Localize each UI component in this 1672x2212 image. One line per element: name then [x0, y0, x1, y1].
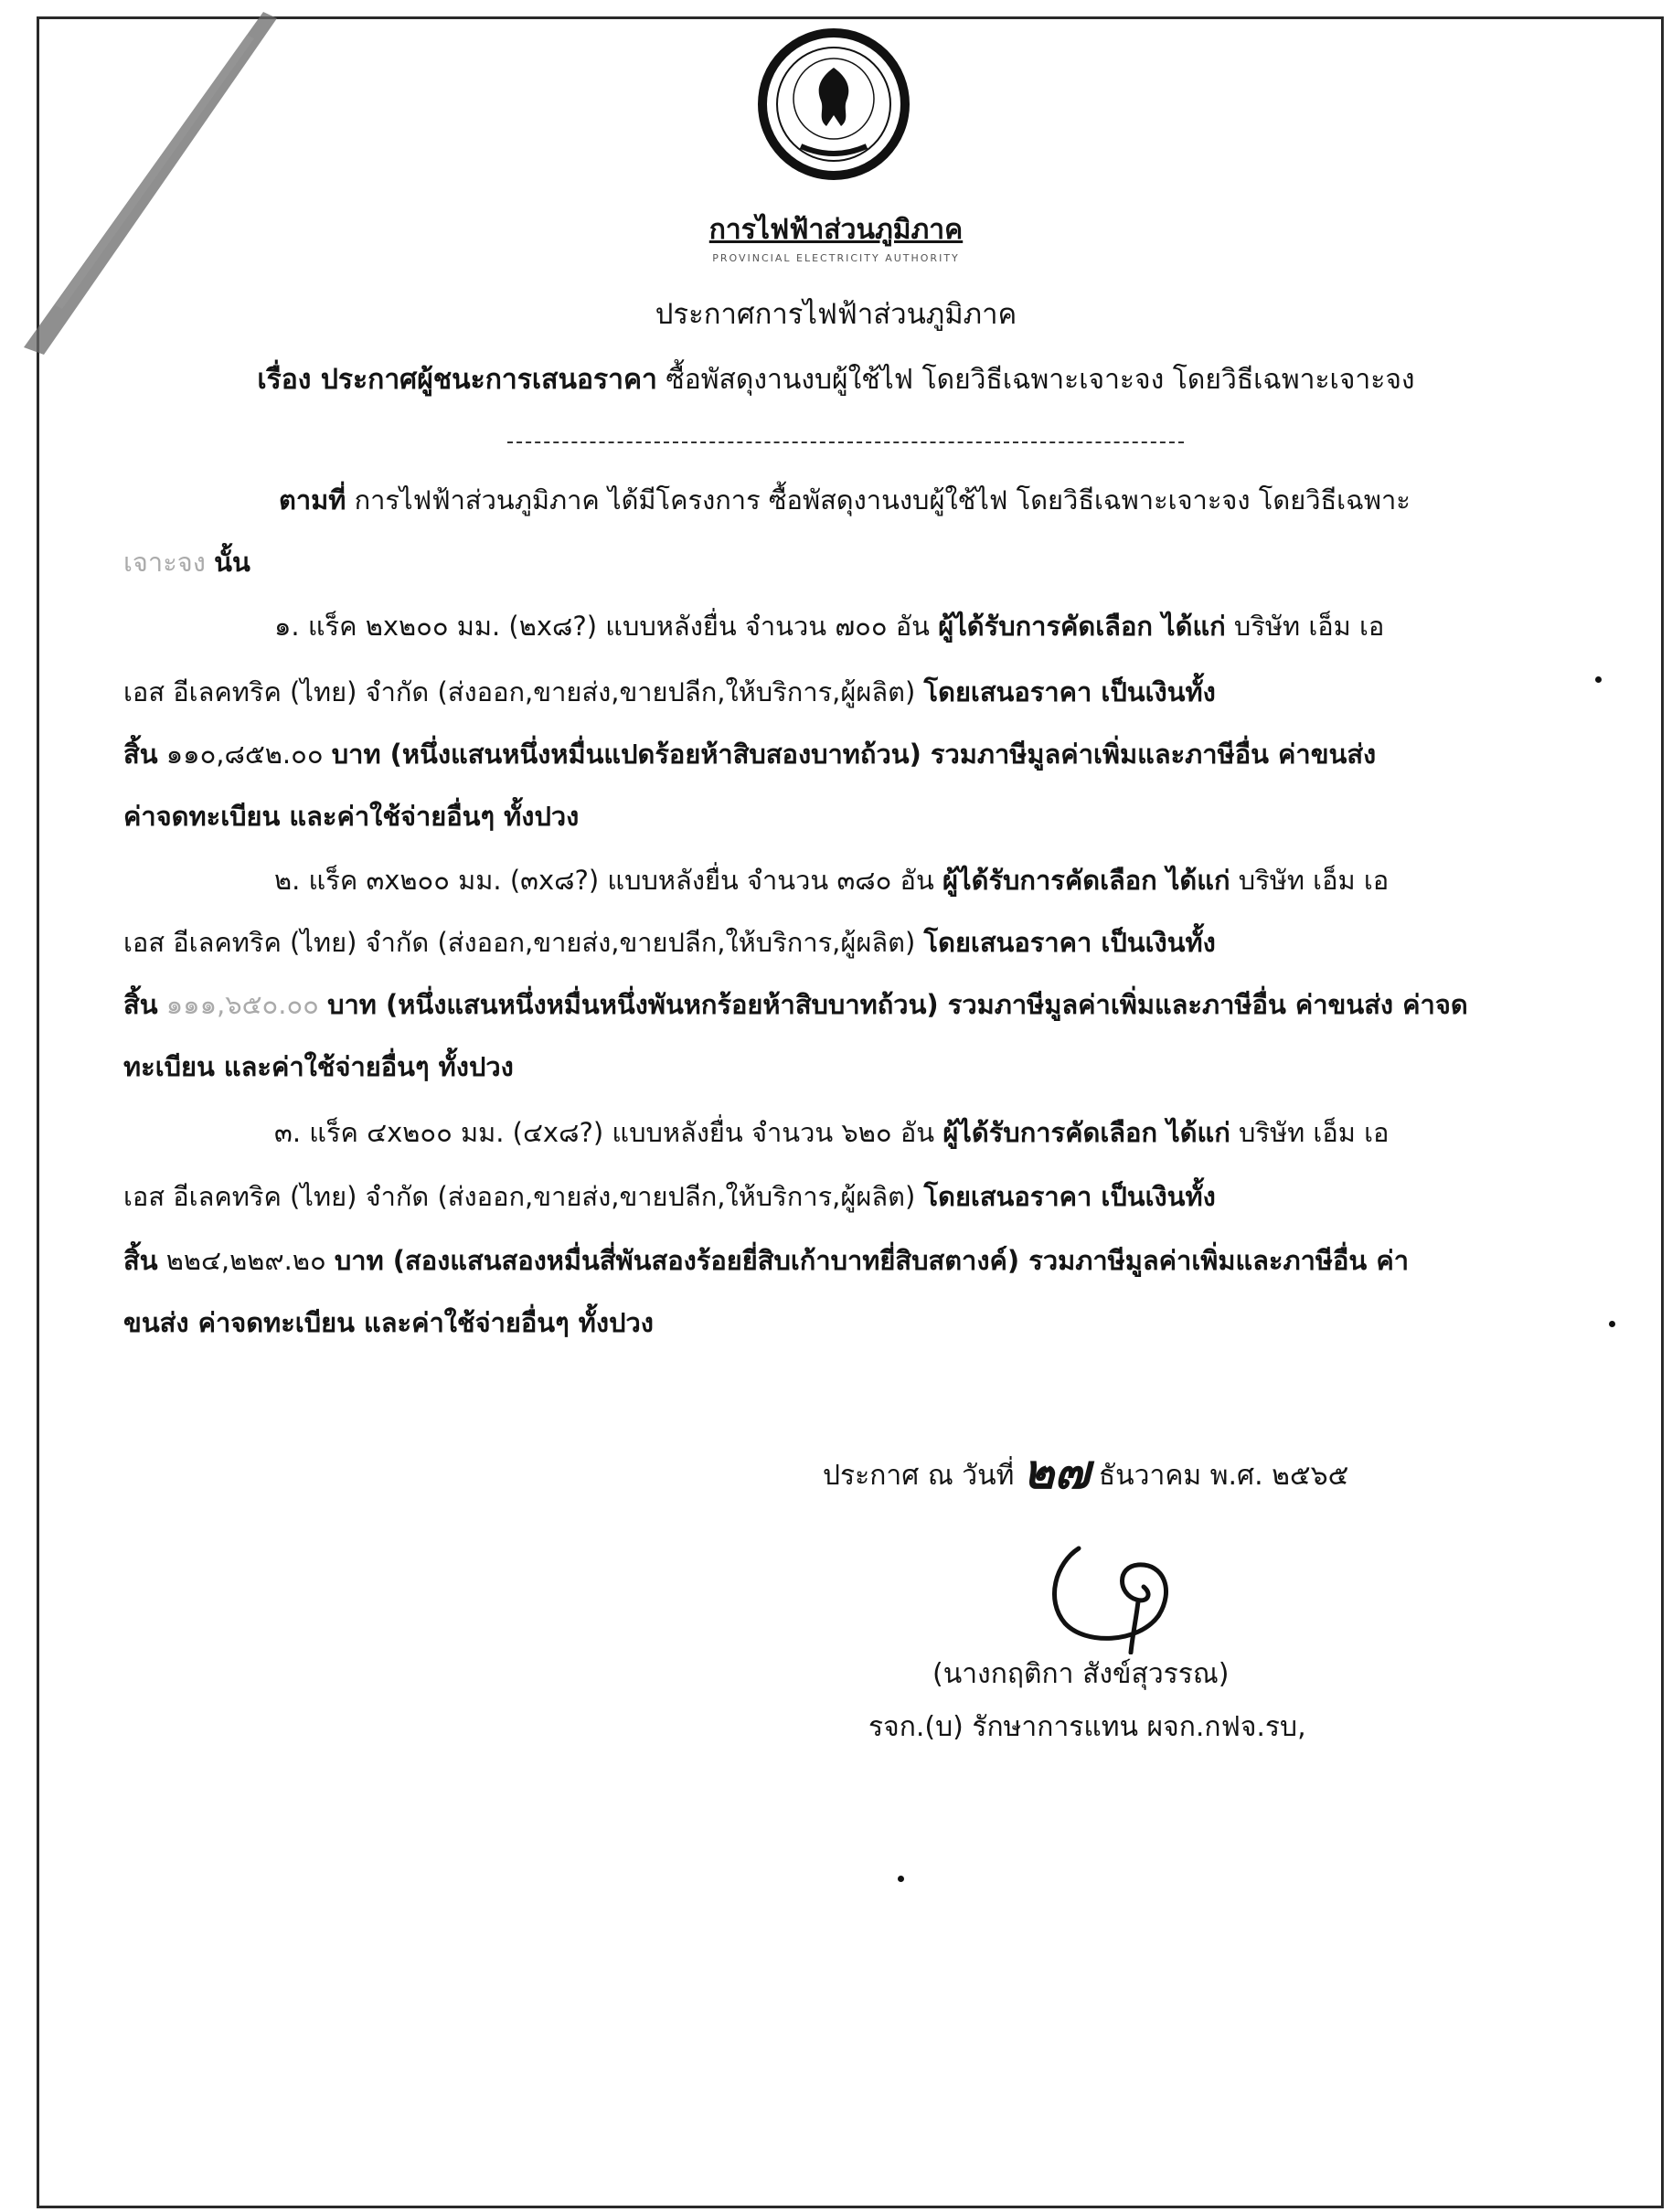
subject-text: ซื้อพัสดุงานงบผู้ใช้ไฟ โดยวิธีเฉพาะเจาะจง โดยวิธีเฉพาะเจาะจง: [666, 364, 1415, 396]
organization-name: การไฟฟ้าส่วนภูมิภาค: [708, 214, 964, 246]
item-1-company-detail: เอส อีเลคทริค (ไทย) จำกัด (ส่งออก,ขายส่ง,ขายปลีก,ให้บริการ,ผู้ผลิต): [123, 676, 916, 707]
announcement-date: [823, 1433, 1348, 1509]
organization-name-english: PROVINCIAL ELECTRICITY AUTHORITY: [712, 252, 960, 264]
item-2-total-label: สิ้น: [123, 989, 158, 1020]
item-3-company: บริษัท เอ็ม เอ: [1239, 1117, 1390, 1148]
item-2-description: ๒. แร็ค ๓x๒๐๐ มม. (๓x๘?) แบบหลังยื่น จำนวน ๓๘๐ อัน: [274, 865, 934, 896]
intro-text: การไฟฟ้าส่วนภูมิภาค ได้มีโครงการ ซื้อพัสดุงานงบผู้ใช้ไฟ โดยวิธีเฉพาะเจาะจง โดยวิธีเฉพาะ: [354, 484, 1411, 516]
item-1-amount: ๑๑๐,๘๕๒.๐๐: [165, 739, 324, 770]
item-2-offer-label: โดยเสนอราคา เป็นเงินทั้ง: [923, 927, 1216, 958]
item-2-amount: ๑๑๑,๖๕๐.๐๐: [165, 989, 319, 1020]
item-2-line-3: [123, 989, 1468, 1021]
announcement-subject: [0, 358, 1672, 401]
announcement-heading: ประกาศการไฟฟ้าส่วนภูมิภาค: [655, 298, 1017, 331]
signer-name: (นางกฤติกา สังข์สุวรรณ): [932, 1658, 1230, 1690]
item-3-line-2: [123, 1181, 1216, 1213]
item-3-line-4: ขนส่ง ค่าจดทะเบียน และค่าใช้จ่ายอื่นๆ ทั้งปวง: [123, 1307, 654, 1338]
item-2-line-2: [123, 927, 1216, 959]
intro-text-faint: เจาะจง: [123, 547, 206, 578]
item-3-amount: ๒๒๔,๒๒๙.๒๐: [165, 1245, 326, 1276]
item-1-total-label: สิ้น: [123, 739, 158, 770]
item-2-winner-label: ผู้ได้รับการคัดเลือก ได้แก่: [942, 865, 1230, 896]
subject-label: เรื่อง ประกาศผู้ชนะการเสนอราคา: [257, 364, 657, 396]
intro-line-2: [123, 547, 250, 579]
item-1-amount-text: บาท (หนึ่งแสนหนึ่งหมื่นแปดร้อยห้าสิบสองบาทถ้วน) รวมภาษีมูลค่าเพิ่มและภาษีอื่น ค่าขนส่ง: [331, 739, 1377, 770]
item-1-line-2: [123, 676, 1216, 708]
signer-role: รจก.(บ) รักษาการแทน ผจก.กฟจ.รบ,: [868, 1711, 1306, 1743]
item-2-amount-text: บาท (หนึ่งแสนหนึ่งหมื่นหนึ่งพันหกร้อยห้าสิบบาทถ้วน) รวมภาษีมูลค่าเพิ่มและภาษีอื่น ค่าขนส่ง ค่าจด: [327, 989, 1468, 1020]
separator-rule: [507, 441, 1184, 443]
date-prefix: ประกาศ ณ วันที่: [823, 1460, 1015, 1492]
item-1-offer-label: โดยเสนอราคา เป็นเงินทั้ง: [923, 676, 1216, 707]
intro-end: นั้น: [214, 547, 250, 578]
item-1-line-1: [274, 611, 1384, 643]
item-3-line-1: [274, 1117, 1389, 1149]
item-3-description: ๓. แร็ค ๔x๒๐๐ มม. (๔x๘?) แบบหลังยื่น จำนวน ๖๒๐ อัน: [274, 1117, 935, 1148]
scan-speck: [898, 1876, 904, 1882]
date-day-handwritten: ๒๗: [1022, 1444, 1091, 1500]
item-3-winner-label: ผู้ได้รับการคัดเลือก ได้แก่: [942, 1117, 1230, 1148]
item-1-description: ๑. แร็ค ๒x๒๐๐ มม. (๒x๘?) แบบหลังยื่น จำนวน ๗๐๐ อัน: [274, 611, 930, 642]
intro-line-1: [279, 484, 1411, 516]
pea-seal-logo: [757, 27, 911, 181]
item-2-line-4: ทะเบียน และค่าใช้จ่ายอื่นๆ ทั้งปวง: [123, 1051, 514, 1082]
item-3-company-detail: เอส อีเลคทริค (ไทย) จำกัด (ส่งออก,ขายส่ง,ขายปลีก,ให้บริการ,ผู้ผลิต): [123, 1181, 916, 1212]
item-3-amount-text: บาท (สองแสนสองหมื่นสี่พันสองร้อยยี่สิบเก้าบาทยี่สิบสตางค์) รวมภาษีมูลค่าเพิ่มและภาษีอื่น ค่า: [334, 1245, 1410, 1276]
item-3-offer-label: โดยเสนอราคา เป็นเงินทั้ง: [923, 1181, 1216, 1212]
item-2-company: บริษัท เอ็ม เอ: [1238, 865, 1390, 896]
item-1-company: บริษัท เอ็ม เอ: [1233, 611, 1385, 642]
item-1-line-3: [123, 739, 1376, 771]
scan-speck: [1609, 1321, 1615, 1327]
scan-speck: [1595, 676, 1602, 683]
item-3-total-label: สิ้น: [123, 1245, 158, 1276]
handwritten-signature: [1038, 1536, 1193, 1654]
item-1-line-4: ค่าจดทะเบียน และค่าใช้จ่ายอื่นๆ ทั้งปวง: [123, 801, 580, 832]
intro-lead: ตามที่: [279, 484, 346, 516]
item-2-company-detail: เอส อีเลคทริค (ไทย) จำกัด (ส่งออก,ขายส่ง,ขายปลีก,ให้บริการ,ผู้ผลิต): [123, 927, 916, 958]
item-1-winner-label: ผู้ได้รับการคัดเลือก ได้แก่: [938, 611, 1226, 642]
item-3-line-3: [123, 1245, 1409, 1277]
date-month-year: ธันวาคม พ.ศ. ๒๕๖๕: [1098, 1460, 1349, 1492]
item-2-line-1: [274, 865, 1389, 897]
